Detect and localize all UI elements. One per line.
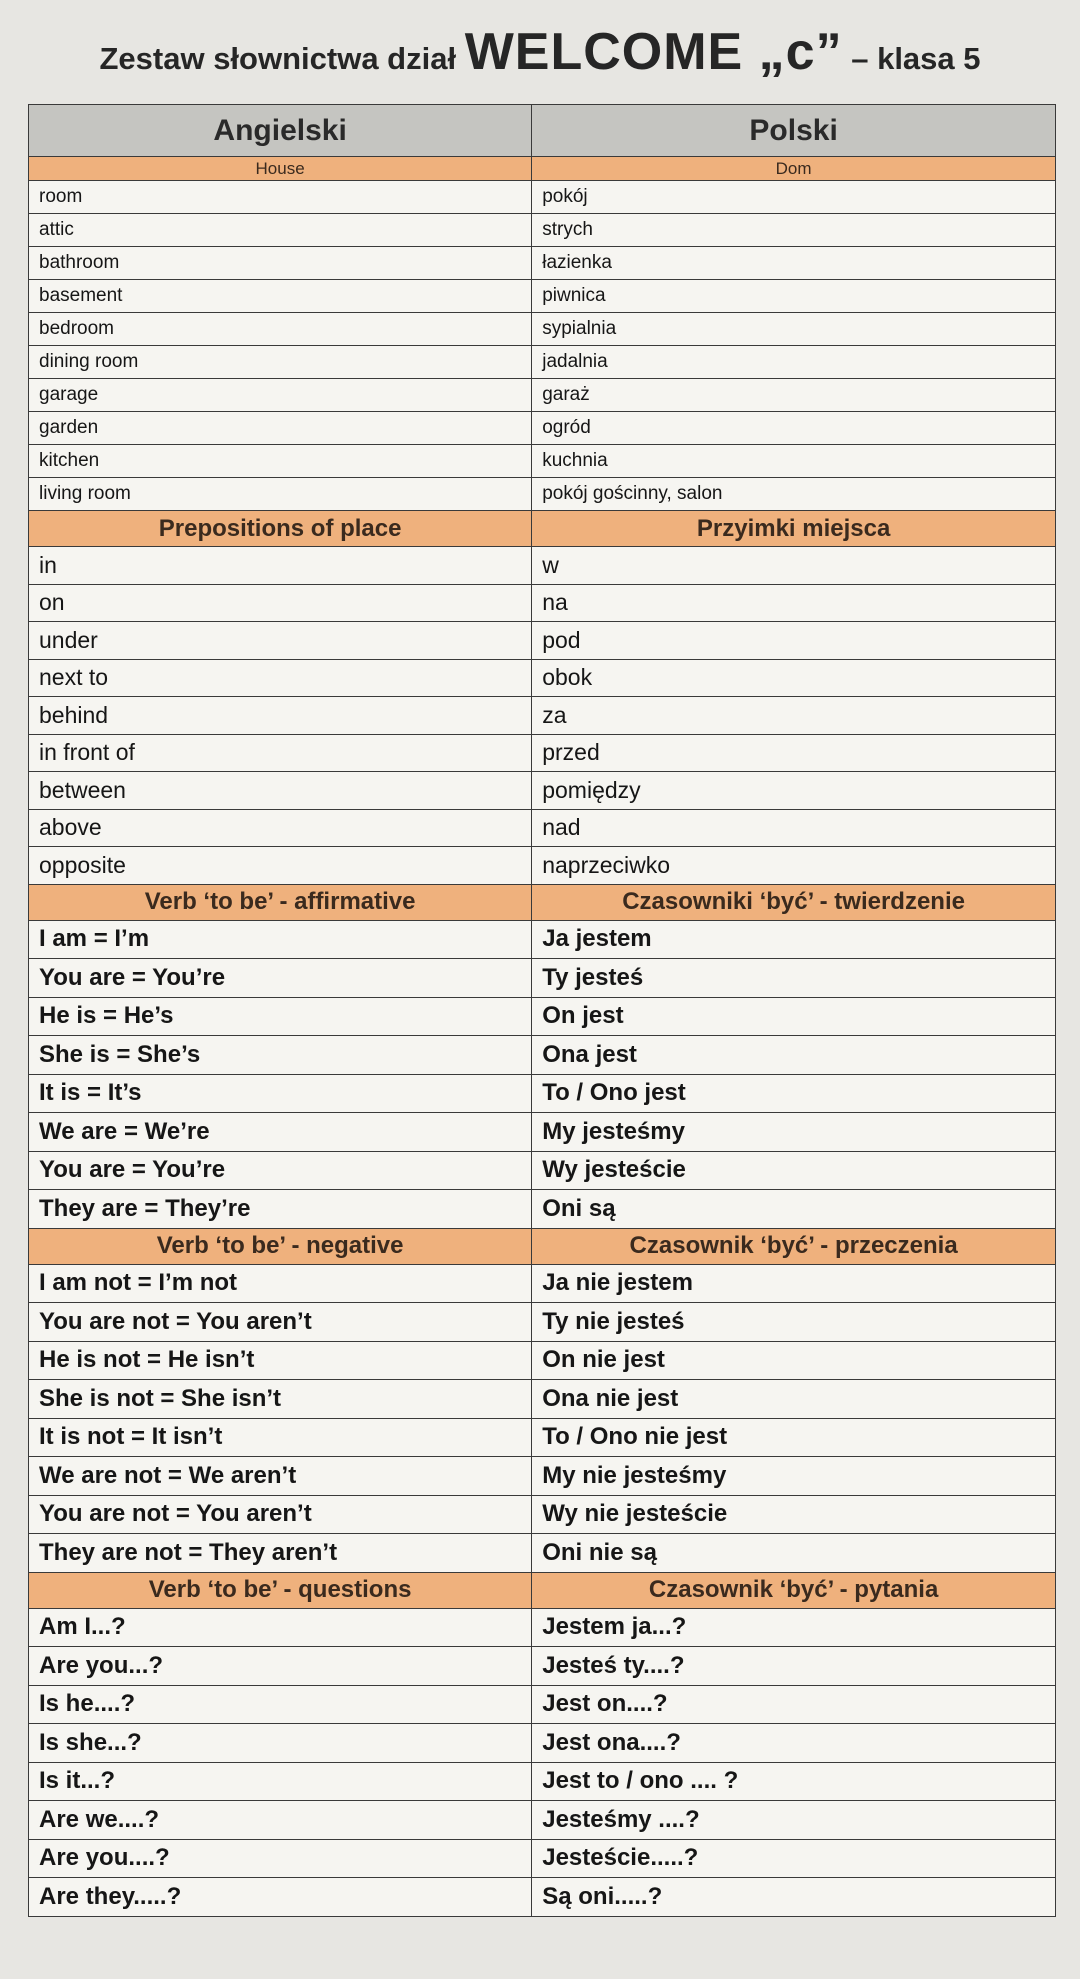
polish-term: strych [532, 214, 1056, 247]
table-row [29, 734, 1056, 772]
table-header-row [29, 105, 1056, 157]
table-row [29, 584, 1056, 622]
table-row [29, 547, 1056, 585]
english-term: on [29, 584, 532, 622]
vocabulary-table [28, 104, 1056, 1917]
table-row [29, 1151, 1056, 1190]
polish-term: Oni są [532, 1190, 1056, 1229]
table-row [29, 1878, 1056, 1917]
table-row [29, 1380, 1056, 1419]
english-term: I am not = I’m not [29, 1264, 532, 1303]
polish-term: Są oni.....? [532, 1878, 1056, 1917]
polish-term: sypialnia [532, 313, 1056, 346]
table-row [29, 1303, 1056, 1342]
polish-term: Jesteś ty....? [532, 1647, 1056, 1686]
table-row [29, 1762, 1056, 1801]
table-row [29, 280, 1056, 313]
english-term: Is it...? [29, 1762, 532, 1801]
polish-term: pod [532, 622, 1056, 660]
english-term: next to [29, 659, 532, 697]
table-row [29, 847, 1056, 885]
english-term: You are not = You aren’t [29, 1303, 532, 1342]
section-heading-pl: Przyimki miejsca [532, 511, 1056, 547]
english-term: dining room [29, 346, 532, 379]
polish-term: łazienka [532, 247, 1056, 280]
table-row [29, 772, 1056, 810]
english-term: garage [29, 379, 532, 412]
section-heading-pl: Czasowniki ‘być’ - twierdzenie [532, 884, 1056, 920]
english-term: Are you...? [29, 1647, 532, 1686]
english-term: garden [29, 412, 532, 445]
polish-term: na [532, 584, 1056, 622]
polish-term: piwnica [532, 280, 1056, 313]
english-term: bathroom [29, 247, 532, 280]
polish-term: kuchnia [532, 445, 1056, 478]
header-polish: Polski [532, 105, 1056, 157]
section-heading-pl: Czasownik ‘być’ - pytania [532, 1572, 1056, 1608]
english-term: Are we....? [29, 1801, 532, 1840]
english-term: Are they.....? [29, 1878, 532, 1917]
title-suffix: – klasa 5 [842, 41, 981, 76]
english-term: I am = I’m [29, 920, 532, 959]
english-term: She is = She’s [29, 1036, 532, 1075]
polish-term: Ja jestem [532, 920, 1056, 959]
table-row [29, 997, 1056, 1036]
table-row [29, 247, 1056, 280]
polish-term: To / Ono jest [532, 1074, 1056, 1113]
section-heading-pl: Czasownik ‘być’ - przeczenia [532, 1228, 1056, 1264]
table-row [29, 1190, 1056, 1229]
english-term: in front of [29, 734, 532, 772]
polish-term: Jest ona....? [532, 1724, 1056, 1763]
table-row [29, 1647, 1056, 1686]
polish-term: Ty jesteś [532, 959, 1056, 998]
section-heading-row [29, 157, 1056, 181]
table-row [29, 1608, 1056, 1647]
english-term: You are = You’re [29, 959, 532, 998]
table-row [29, 445, 1056, 478]
english-term: opposite [29, 847, 532, 885]
polish-term: On nie jest [532, 1341, 1056, 1380]
polish-term: naprzeciwko [532, 847, 1056, 885]
english-term: between [29, 772, 532, 810]
table-row [29, 622, 1056, 660]
polish-term: My jesteśmy [532, 1113, 1056, 1152]
table-row [29, 1724, 1056, 1763]
table-row [29, 412, 1056, 445]
english-term: You are = You’re [29, 1151, 532, 1190]
polish-term: nad [532, 809, 1056, 847]
polish-term: Jestem ja...? [532, 1608, 1056, 1647]
english-term: He is = He’s [29, 997, 532, 1036]
polish-term: Oni nie są [532, 1534, 1056, 1573]
polish-term: pokój gościnny, salon [532, 478, 1056, 511]
english-term: attic [29, 214, 532, 247]
polish-term: Jesteście.....? [532, 1839, 1056, 1878]
english-term: We are = We’re [29, 1113, 532, 1152]
polish-term: jadalnia [532, 346, 1056, 379]
english-term: Is he....? [29, 1685, 532, 1724]
english-term: They are not = They aren’t [29, 1534, 532, 1573]
polish-term: To / Ono nie jest [532, 1418, 1056, 1457]
english-term: basement [29, 280, 532, 313]
table-row [29, 1495, 1056, 1534]
english-term: living room [29, 478, 532, 511]
section-heading-row [29, 1228, 1056, 1264]
table-row [29, 959, 1056, 998]
section-heading-en: Prepositions of place [29, 511, 532, 547]
english-term: Is she...? [29, 1724, 532, 1763]
polish-term: obok [532, 659, 1056, 697]
title-prefix: Zestaw słownictwa dział [99, 41, 465, 76]
table-row [29, 697, 1056, 735]
table-row [29, 214, 1056, 247]
polish-term: pomiędzy [532, 772, 1056, 810]
section-heading-en: Verb ‘to be’ - questions [29, 1572, 532, 1608]
english-term: under [29, 622, 532, 660]
english-term: You are not = You aren’t [29, 1495, 532, 1534]
english-term: Are you....? [29, 1839, 532, 1878]
english-term: room [29, 181, 532, 214]
english-term: above [29, 809, 532, 847]
table-row [29, 809, 1056, 847]
table-row [29, 181, 1056, 214]
english-term: kitchen [29, 445, 532, 478]
polish-term: za [532, 697, 1056, 735]
polish-term: pokój [532, 181, 1056, 214]
polish-term: Ona jest [532, 1036, 1056, 1075]
english-term: It is = It’s [29, 1074, 532, 1113]
english-term: Am I...? [29, 1608, 532, 1647]
table-row [29, 346, 1056, 379]
section-heading-row [29, 1572, 1056, 1608]
table-row [29, 1264, 1056, 1303]
table-row [29, 1036, 1056, 1075]
polish-term: Ona nie jest [532, 1380, 1056, 1419]
polish-term: Jest to / ono .... ? [532, 1762, 1056, 1801]
polish-term: ogród [532, 412, 1056, 445]
title-unit: WELCOME „c” [464, 23, 843, 81]
table-row [29, 659, 1056, 697]
polish-term: Wy nie jesteście [532, 1495, 1056, 1534]
table-row [29, 1457, 1056, 1496]
polish-term: Jest on....? [532, 1685, 1056, 1724]
table-row [29, 379, 1056, 412]
section-heading-pl: Dom [532, 157, 1056, 181]
polish-term: Jesteśmy ....? [532, 1801, 1056, 1840]
table-row [29, 313, 1056, 346]
table-row [29, 1839, 1056, 1878]
english-term: bedroom [29, 313, 532, 346]
section-heading-row [29, 884, 1056, 920]
table-row [29, 1074, 1056, 1113]
polish-term: On jest [532, 997, 1056, 1036]
page-title [0, 22, 1080, 82]
table-row [29, 1418, 1056, 1457]
polish-term: w [532, 547, 1056, 585]
table-row [29, 478, 1056, 511]
english-term: He is not = He isn’t [29, 1341, 532, 1380]
polish-term: Wy jesteście [532, 1151, 1056, 1190]
english-term: It is not = It isn’t [29, 1418, 532, 1457]
english-term: She is not = She isn’t [29, 1380, 532, 1419]
english-term: We are not = We aren’t [29, 1457, 532, 1496]
table-row [29, 1341, 1056, 1380]
section-heading-en: House [29, 157, 532, 181]
polish-term: garaż [532, 379, 1056, 412]
table-row [29, 920, 1056, 959]
table-row [29, 1534, 1056, 1573]
header-english: Angielski [29, 105, 532, 157]
english-term: in [29, 547, 532, 585]
english-term: behind [29, 697, 532, 735]
section-heading-en: Verb ‘to be’ - negative [29, 1228, 532, 1264]
polish-term: przed [532, 734, 1056, 772]
polish-term: Ty nie jesteś [532, 1303, 1056, 1342]
section-heading-row [29, 511, 1056, 547]
section-heading-en: Verb ‘to be’ - affirmative [29, 884, 532, 920]
table-row [29, 1685, 1056, 1724]
polish-term: Ja nie jestem [532, 1264, 1056, 1303]
table-row [29, 1801, 1056, 1840]
polish-term: My nie jesteśmy [532, 1457, 1056, 1496]
english-term: They are = They’re [29, 1190, 532, 1229]
table-row [29, 1113, 1056, 1152]
